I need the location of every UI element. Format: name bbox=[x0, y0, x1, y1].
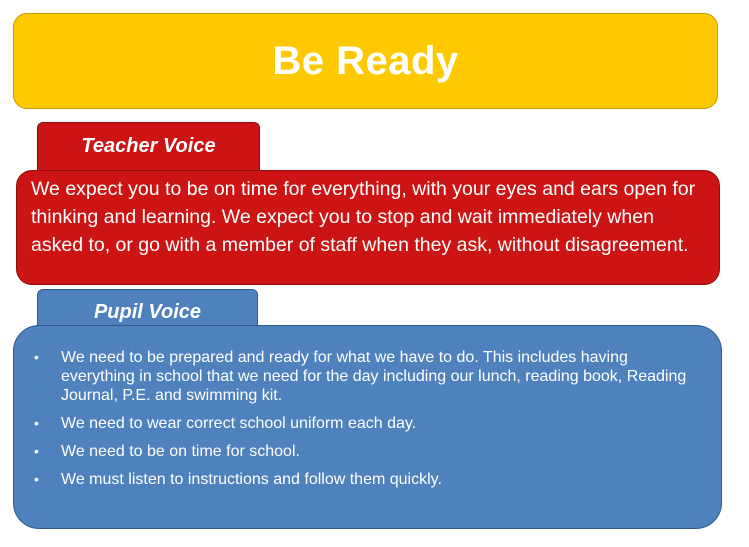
list-item bbox=[34, 414, 701, 433]
bullet-icon: • bbox=[34, 471, 39, 487]
page-title: Be Ready bbox=[272, 38, 459, 83]
list-item-text: We need to be on time for school. bbox=[61, 443, 300, 460]
list-item bbox=[34, 470, 701, 489]
list-item-text: We need to wear correct school uniform each day. bbox=[61, 415, 417, 432]
list-item bbox=[34, 442, 701, 461]
bullet-icon: • bbox=[34, 415, 39, 431]
list-item-text: We need to be prepared and ready for what we have to do. This includes having everything in school that we need for the day including our lunch, reading book, Reading Journal, P.E. and swimming kit. bbox=[61, 349, 687, 404]
bullet-icon: • bbox=[34, 443, 39, 459]
teacher-voice-tab bbox=[37, 122, 260, 170]
pupil-voice-box bbox=[13, 325, 722, 529]
teacher-voice-text: We expect you to be on time for everything, with your eyes and ears open for thinking and learning. We expect you to stop and wait immediately when asked to, or go with a member of staff when they ask, without disagreement. bbox=[31, 178, 696, 256]
bullet-icon: • bbox=[34, 349, 39, 365]
list-item-text: We must listen to instructions and follow them quickly. bbox=[61, 471, 442, 488]
title-banner bbox=[13, 13, 718, 109]
pupil-voice-label: Pupil Voice bbox=[93, 301, 202, 323]
pupil-voice-list bbox=[34, 348, 701, 489]
teacher-voice-box bbox=[16, 170, 720, 285]
list-item bbox=[34, 348, 701, 405]
teacher-voice-label: Teacher Voice bbox=[81, 135, 216, 157]
